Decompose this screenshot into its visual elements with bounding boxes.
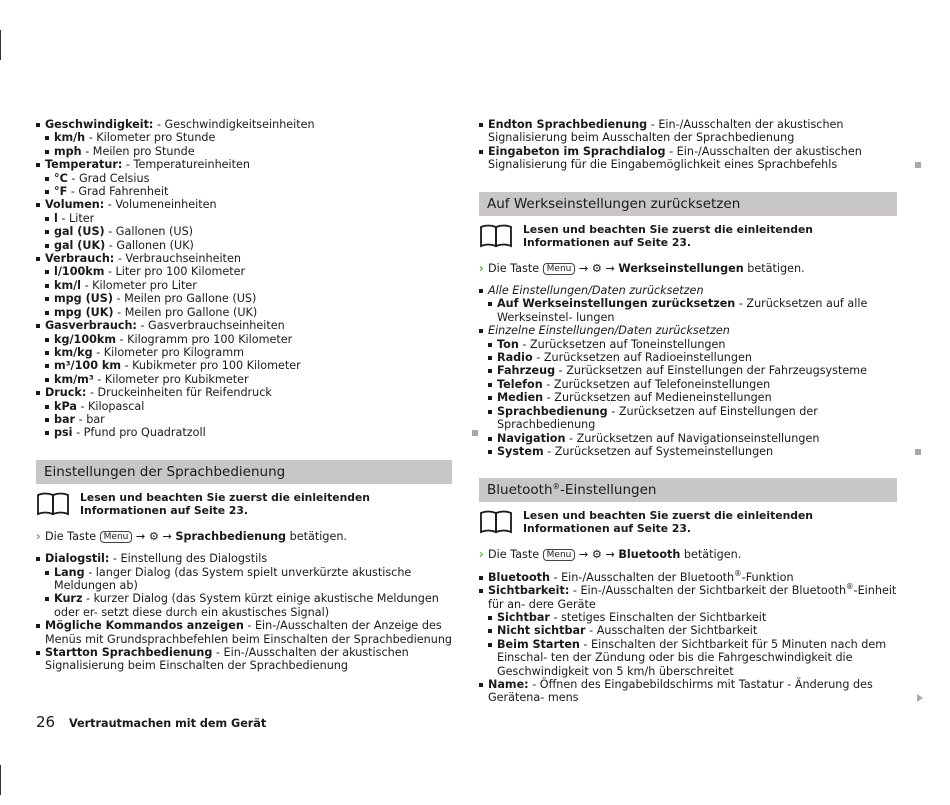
list-item: Temperatur: - Temperatureinheiten [36, 158, 454, 171]
list-item: Telefon - Zurücksetzen auf Telefoneinstellungen [479, 378, 897, 391]
list-item: m³/100 km - Kubikmeter pro 100 Kilometer [36, 359, 454, 372]
list-item: Endton Sprachbedienung - Ein-/Ausschalten der akustischen Signalisierung beim Ausschalten der Sprachbedienung [479, 118, 897, 145]
list-item: Beim Starten - Einschalten der Sichtbarkeit für 5 Minuten nach dem Einschal- ten der Zündung oder bis die Fahrgeschwindigkeit die Geschwindigkeit von 5 km/h überschreitet [479, 638, 897, 678]
list-item: Verbrauch: - Verbrauchseinheiten [36, 252, 454, 265]
bluetooth-list [479, 568, 897, 705]
section-heading-factory: Auf Werkseinstellungen zurücksetzen [479, 192, 897, 216]
list-item: km/kg - Kilometer pro Kilogramm [36, 346, 454, 359]
menu-key: Menu [100, 531, 133, 543]
list-item: °C - Grad Celsius [36, 172, 454, 185]
list-item: l - Liter [36, 212, 454, 225]
instruction-step: › Die Taste Menu → ⚙ → Bluetooth betätigen. [479, 548, 742, 562]
list-item: km/m³ - Kilometer pro Kubikmeter [36, 373, 454, 386]
page-footer [36, 713, 267, 731]
list-item: Ton - Zurücksetzen auf Toneinstellungen [479, 338, 897, 351]
list-item: Lang - langer Dialog (das System spielt unverkürzte akustische Meldungen ab) [36, 566, 454, 593]
list-item: Nicht sichtbar - Ausschalten der Sichtbarkeit [479, 624, 897, 637]
list-item: Startton Sprachbedienung - Ein-/Ausschalten der akustischen Signalisierung beim Einschalten der Sprachbedienung [36, 646, 454, 673]
menu-key: Menu [543, 263, 576, 275]
list-item: Einzelne Einstellungen/Daten zurücksetzen [479, 324, 897, 337]
list-item: Sprachbedienung - Zurücksetzen auf Einstellungen der Sprachbedienung [479, 405, 897, 432]
list-item: gal (US) - Gallonen (US) [36, 225, 454, 238]
list-item: °F - Grad Fahrenheit [36, 185, 454, 198]
page-number: 26 [36, 713, 56, 731]
factory-list [479, 284, 897, 458]
instruction-step: › Die Taste Menu → ⚙ → Werkseinstellungen betätigen. [479, 261, 805, 275]
list-item: Radio - Zurücksetzen auf Radioeinstellungen [479, 351, 897, 364]
list-item: Geschwindigkeit: - Geschwindigkeitseinheiten [36, 118, 454, 131]
list-item: Sichtbar - stetiges Einschalten der Sichtbarkeit [479, 611, 897, 624]
list-item: Gasverbrauch: - Gasverbrauchseinheiten [36, 319, 454, 332]
list-item: Fahrzeug - Zurücksetzen auf Einstellungen der Fahrzeugsysteme [479, 364, 897, 377]
crop-mark-bottom [0, 765, 1, 795]
section-heading-speech: Einstellungen der Sprachbedienung [36, 460, 452, 484]
step-arrow-icon: › [36, 529, 41, 543]
list-item: Mögliche Kommandos anzeigen - Ein-/Ausschalten der Anzeige des Menüs mit Grundsprachbefehlen beim Einschalten der Sprachbedienung [36, 619, 454, 646]
crop-mark-top [0, 30, 1, 60]
list-item: gal (UK) - Gallonen (UK) [36, 239, 454, 252]
note-box: Lesen und beachten Sie zuerst die einleitenden Informationen auf Seite 23. [479, 509, 897, 539]
instruction-step: › Die Taste Menu → ⚙ → Sprachbedienung betätigen. [36, 529, 347, 543]
book-icon [479, 509, 513, 535]
list-item: mpg (UK) - Meilen pro Gallone (UK) [36, 306, 454, 319]
right-column [479, 118, 897, 705]
speech-list-continued [479, 118, 897, 172]
list-item: Kurz - kurzer Dialog (das System kürzt einige akustische Meldungen oder er- setzt diese durch ein akustisches Signal) [36, 592, 454, 619]
step-arrow-icon: › [479, 548, 484, 562]
list-item: Dialogstil: - Einstellung des Dialogstils [36, 552, 454, 565]
list-item: bar - bar [36, 413, 454, 426]
settings-gear-icon: ⚙ [148, 529, 159, 543]
list-item: Druck: - Druckeinheiten für Reifendruck [36, 386, 454, 399]
section-end-marker [915, 449, 921, 455]
settings-gear-icon: ⚙ [591, 548, 602, 562]
list-item: Alle Einstellungen/Daten zurücksetzen [479, 284, 897, 297]
list-item: km/l - Kilometer pro Liter [36, 279, 454, 292]
menu-key: Menu [543, 549, 576, 561]
section-heading-bluetooth: Bluetooth®-Einstellungen [479, 478, 897, 502]
list-item: mph - Meilen pro Stunde [36, 145, 454, 158]
list-item: kPa - Kilopascal [36, 400, 454, 413]
list-item: Sichtbarkeit: - Ein-/Ausschalten der Sichtbarkeit der Bluetooth®-Einheit für an- dere Geräte [479, 584, 897, 611]
list-item: System - Zurücksetzen auf Systemeinstellungen [479, 445, 897, 458]
list-item: Navigation - Zurücksetzen auf Navigationseinstellungen [479, 432, 897, 445]
list-item: Eingabeton im Sprachdialog - Ein-/Ausschalten der akustischen Signalisierung für die Eingabemöglichkeit eines Sprachbefehls [479, 145, 897, 172]
book-icon [479, 223, 513, 249]
list-item: l/100km - Liter pro 100 Kilometer [36, 265, 454, 278]
list-item: Auf Werkseinstellungen zurücksetzen - Zurücksetzen auf alle Werkseinstel- lungen [479, 297, 897, 324]
list-item: Volumen: - Volumeneinheiten [36, 198, 454, 211]
section-end-marker [915, 162, 921, 168]
step-arrow-icon: › [479, 261, 484, 275]
list-item: kg/100km - Kilogramm pro 100 Kilometer [36, 333, 454, 346]
speech-list [36, 552, 454, 673]
section-end-marker [472, 430, 478, 436]
settings-gear-icon: ⚙ [591, 261, 602, 275]
list-item: Bluetooth - Ein-/Ausschalten der Bluetooth®-Funktion [479, 571, 897, 584]
chapter-title: Vertrautmachen mit dem Gerät [69, 717, 267, 730]
units-list [36, 118, 454, 440]
list-item: Medien - Zurücksetzen auf Medieneinstellungen [479, 391, 897, 404]
book-icon [36, 491, 70, 517]
list-item: mpg (US) - Meilen pro Gallone (US) [36, 292, 454, 305]
list-item: km/h - Kilometer pro Stunde [36, 131, 454, 144]
left-column [36, 118, 454, 673]
note-box: Lesen und beachten Sie zuerst die einleitenden Informationen auf Seite 23. [36, 491, 454, 521]
continue-arrow-icon [917, 694, 923, 702]
list-item: Name: - Öffnen des Eingabebildschirms mit Tastatur - Änderung des Gerätena- mens [479, 678, 897, 705]
list-item: psi - Pfund pro Quadratzoll [36, 426, 454, 439]
note-box: Lesen und beachten Sie zuerst die einleitenden Informationen auf Seite 23. [479, 223, 897, 253]
